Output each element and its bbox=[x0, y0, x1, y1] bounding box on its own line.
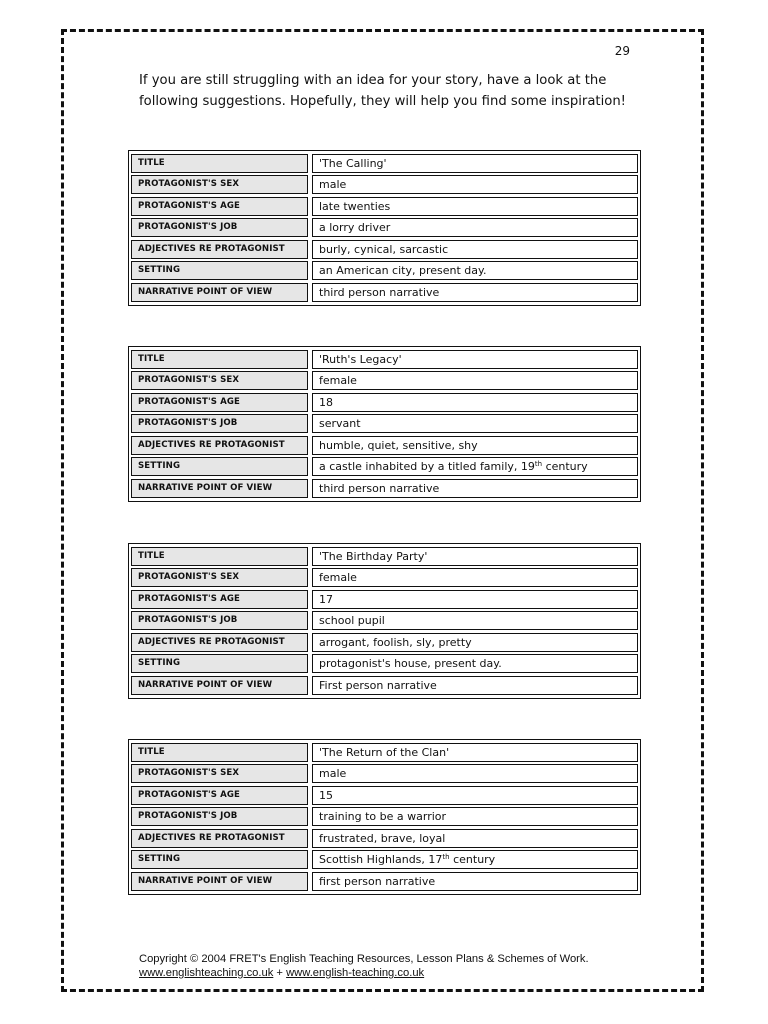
point-of-view-value: third person narrative bbox=[312, 283, 638, 302]
sex-label: PROTAGONIST'S SEX bbox=[131, 764, 308, 783]
job-value: training to be a warrior bbox=[312, 807, 638, 826]
title-label: TITLE bbox=[131, 154, 308, 173]
title-value: 'The Birthday Party' bbox=[312, 547, 638, 566]
title-value: 'The Calling' bbox=[312, 154, 638, 173]
footer-links bbox=[139, 966, 639, 980]
setting-label: SETTING bbox=[131, 654, 308, 673]
sex-value: male bbox=[312, 764, 638, 783]
sex-label: PROTAGONIST'S SEX bbox=[131, 568, 308, 587]
job-value: school pupil bbox=[312, 611, 638, 630]
point-of-view-label: NARRATIVE POINT OF VIEW bbox=[131, 283, 308, 302]
setting-label: SETTING bbox=[131, 457, 308, 476]
sex-label: PROTAGONIST'S SEX bbox=[131, 371, 308, 390]
page-number: 29 bbox=[614, 44, 630, 58]
job-label: PROTAGONIST'S JOB bbox=[131, 807, 308, 826]
setting-label: SETTING bbox=[131, 261, 308, 280]
sex-value: female bbox=[312, 568, 638, 587]
age-label: PROTAGONIST'S AGE bbox=[131, 393, 308, 412]
point-of-view-label: NARRATIVE POINT OF VIEW bbox=[131, 676, 308, 695]
point-of-view-label: NARRATIVE POINT OF VIEW bbox=[131, 872, 308, 891]
setting-value: a castle inhabited by a titled family, 19th century bbox=[312, 457, 638, 476]
story-card bbox=[128, 739, 641, 895]
link-separator: + bbox=[273, 967, 287, 979]
intro-text: If you are still struggling with an idea for your story, have a look at the following suggestions. Hopefully, they will help you find some inspiration! bbox=[139, 73, 626, 109]
website-link-alt[interactable]: www.english-teaching.co.uk bbox=[286, 967, 425, 979]
job-label: PROTAGONIST'S JOB bbox=[131, 414, 308, 433]
job-value: servant bbox=[312, 414, 638, 433]
adjectives-value: arrogant, foolish, sly, pretty bbox=[312, 633, 638, 652]
setting-value: Scottish Highlands, 17th century bbox=[312, 850, 638, 869]
adjectives-value: burly, cynical, sarcastic bbox=[312, 240, 638, 259]
adjectives-label: ADJECTIVES RE PROTAGONIST bbox=[131, 240, 308, 259]
title-label: TITLE bbox=[131, 743, 308, 762]
age-label: PROTAGONIST'S AGE bbox=[131, 197, 308, 216]
sex-value: male bbox=[312, 175, 638, 194]
point-of-view-value: first person narrative bbox=[312, 872, 638, 891]
title-label: TITLE bbox=[131, 547, 308, 566]
title-value: 'The Return of the Clan' bbox=[312, 743, 638, 762]
adjectives-value: frustrated, brave, loyal bbox=[312, 829, 638, 848]
point-of-view-value: third person narrative bbox=[312, 479, 638, 498]
setting-label: SETTING bbox=[131, 850, 308, 869]
job-label: PROTAGONIST'S JOB bbox=[131, 218, 308, 237]
story-card bbox=[128, 543, 641, 699]
sex-label: PROTAGONIST'S SEX bbox=[131, 175, 308, 194]
point-of-view-value: First person narrative bbox=[312, 676, 638, 695]
story-card bbox=[128, 346, 641, 502]
adjectives-value: humble, quiet, sensitive, shy bbox=[312, 436, 638, 455]
story-card bbox=[128, 150, 641, 306]
age-value: 18 bbox=[312, 393, 638, 412]
adjectives-label: ADJECTIVES RE PROTAGONIST bbox=[131, 436, 308, 455]
copyright-text: Copyright © 2004 FRET's English Teaching Resources, Lesson Plans & Schemes of Work. bbox=[139, 953, 589, 965]
website-link[interactable]: www.englishteaching.co.uk bbox=[139, 967, 274, 979]
setting-value: protagonist's house, present day. bbox=[312, 654, 638, 673]
age-value: 17 bbox=[312, 590, 638, 609]
job-value: a lorry driver bbox=[312, 218, 638, 237]
job-label: PROTAGONIST'S JOB bbox=[131, 611, 308, 630]
age-value: late twenties bbox=[312, 197, 638, 216]
title-value: 'Ruth's Legacy' bbox=[312, 350, 638, 369]
setting-value: an American city, present day. bbox=[312, 261, 638, 280]
point-of-view-label: NARRATIVE POINT OF VIEW bbox=[131, 479, 308, 498]
title-label: TITLE bbox=[131, 350, 308, 369]
adjectives-label: ADJECTIVES RE PROTAGONIST bbox=[131, 829, 308, 848]
age-value: 15 bbox=[312, 786, 638, 805]
age-label: PROTAGONIST'S AGE bbox=[131, 590, 308, 609]
sex-value: female bbox=[312, 371, 638, 390]
footer bbox=[139, 952, 639, 980]
age-label: PROTAGONIST'S AGE bbox=[131, 786, 308, 805]
adjectives-label: ADJECTIVES RE PROTAGONIST bbox=[131, 633, 308, 652]
